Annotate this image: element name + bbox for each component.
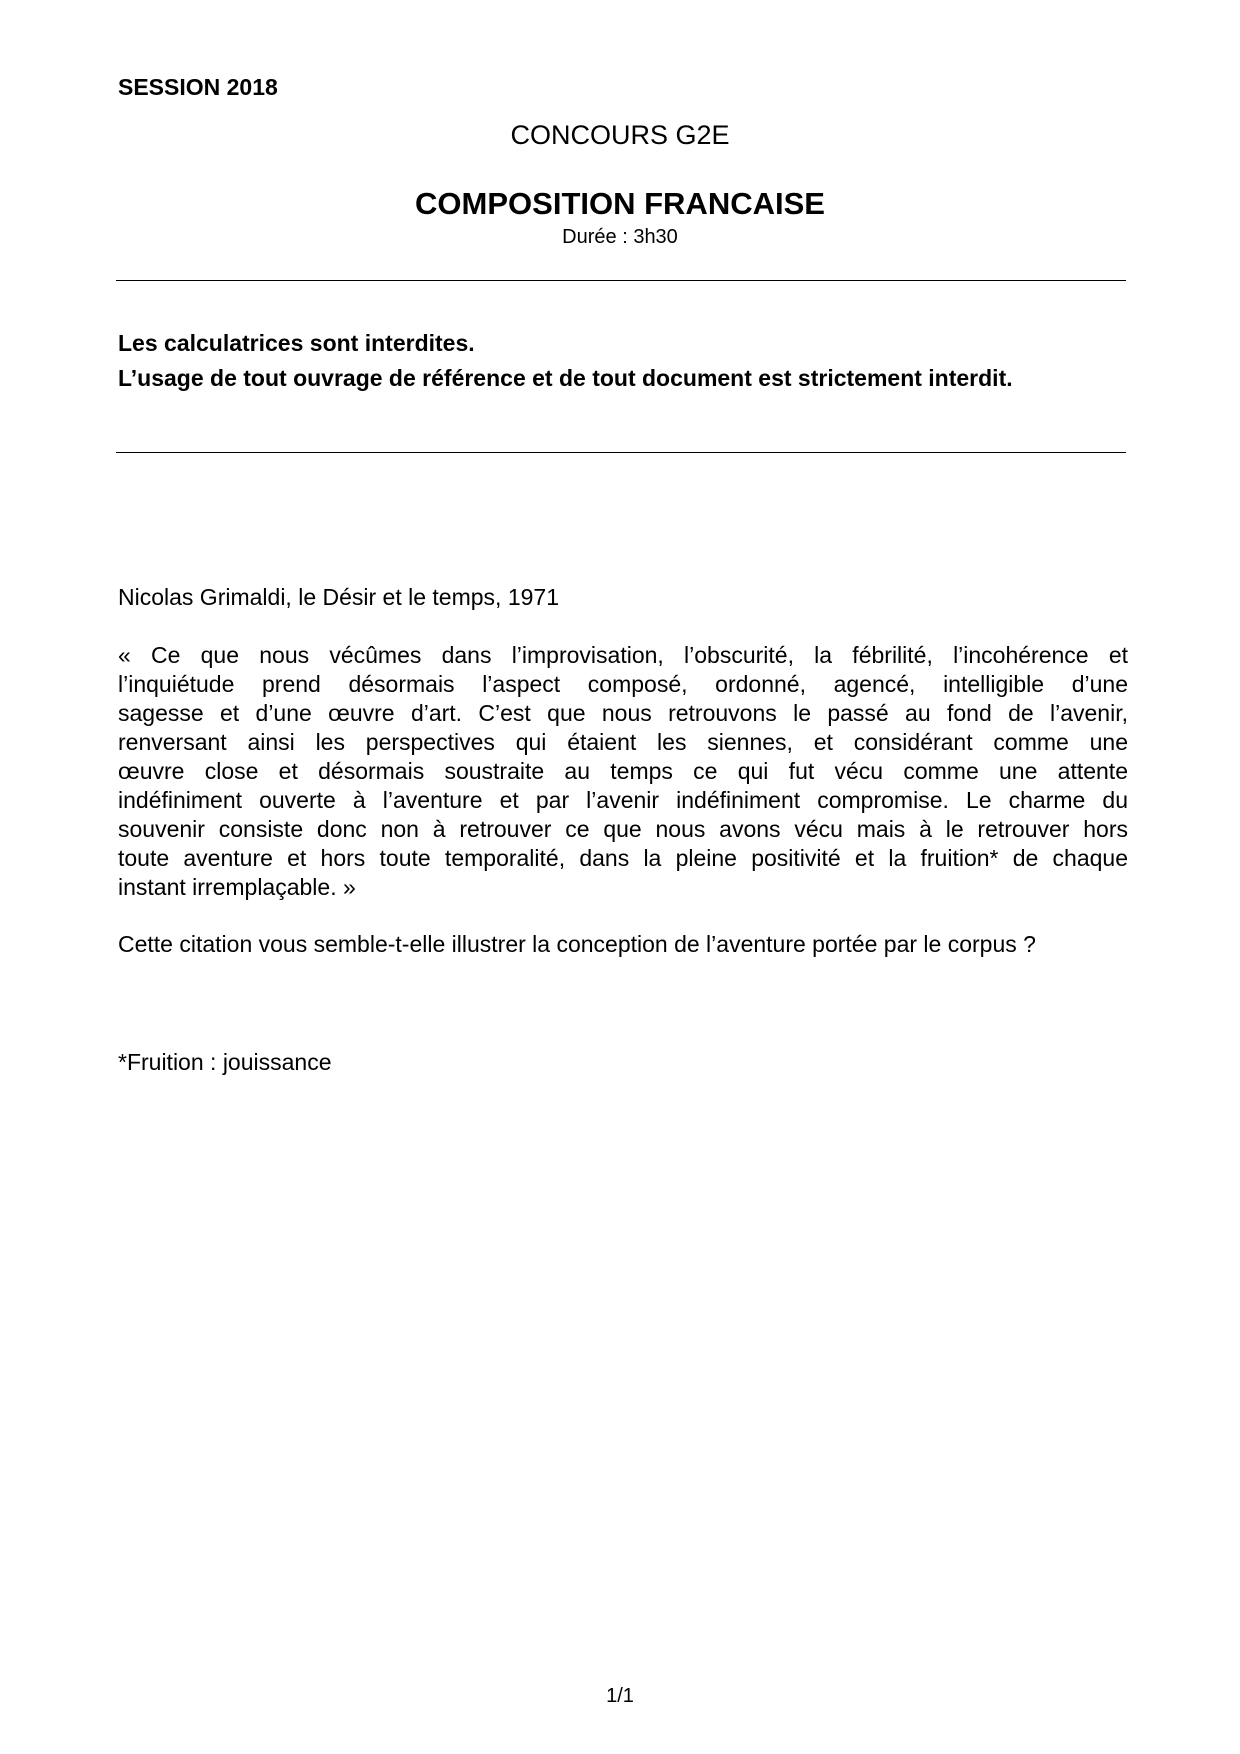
- bottom-divider: [116, 452, 1126, 453]
- quote-line: renversant ainsi les perspectives qui étaient les siennes, et considérant comme une: [118, 729, 1128, 755]
- instructions-block: [118, 326, 1128, 396]
- quote-line: toute aventure et hors toute temporalité, dans la pleine positivité et la fruition* de chaque: [118, 845, 1128, 871]
- quote-line: l’inquiétude prend désormais l’aspect composé, ordonné, agencé, intelligible d’une: [118, 671, 1128, 697]
- quote-line: œuvre close et désormais soustraite au temps ce qui fut vécu comme une attente: [118, 758, 1128, 784]
- quote-block: [118, 641, 1128, 902]
- concours-title: CONCOURS G2E: [510, 120, 730, 150]
- session-label: SESSION 2018: [118, 74, 278, 100]
- quote-line: instant irremplaçable. »: [118, 874, 356, 900]
- top-divider: [116, 280, 1126, 281]
- quote-line: souvenir consiste donc non à retrouver ce que nous avons vécu mais à le retrouver hors: [118, 816, 1128, 842]
- quote-line: indéfiniment ouverte à l’aventure et par l’avenir indéfiniment compromise. Le charme du: [118, 787, 1128, 813]
- footnote: *Fruition : jouissance: [118, 1049, 332, 1075]
- quote-line: sagesse et d’une œuvre d’art. C’est que nous retrouvons le passé au fond de l’avenir,: [118, 700, 1128, 726]
- quote-line: « Ce que nous vécûmes dans l’improvisation, l’obscurité, la fébrilité, l’incohérence et: [118, 642, 1128, 668]
- instruction-documents: L’usage de tout ouvrage de référence et de tout document est strictement interdit.: [118, 365, 1013, 391]
- duration-label: Durée : 3h30: [562, 226, 678, 248]
- page-title: COMPOSITION FRANCAISE: [415, 186, 825, 221]
- exam-question: Cette citation vous semble-t-elle illustrer la conception de l’aventure portée par le corpus ?: [118, 931, 1036, 957]
- page-number: 1/1: [606, 1685, 634, 1707]
- instruction-calculators: Les calculatrices sont interdites.: [118, 330, 475, 356]
- quote-source: Nicolas Grimaldi, le Désir et le temps, 1971: [118, 584, 559, 610]
